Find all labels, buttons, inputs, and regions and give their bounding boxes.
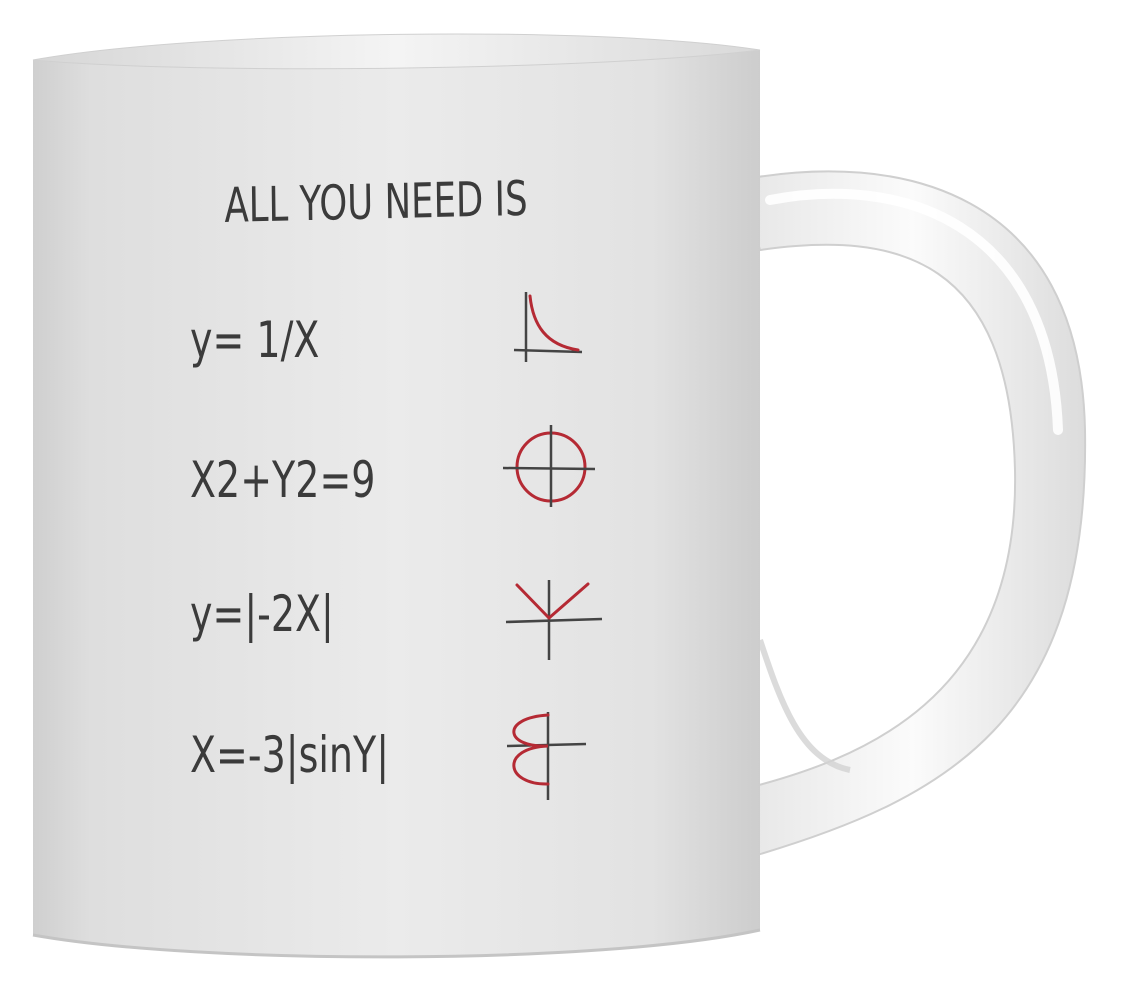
equation-sine: X=-3|sinY| xyxy=(190,726,390,784)
headline-text: ALL YOU NEED IS xyxy=(224,170,528,234)
equation-circle: X2+Y2=9 xyxy=(190,451,376,509)
equation-absolute: y=|-2X| xyxy=(190,585,334,643)
mug-body xyxy=(33,34,760,957)
equation-reciprocal: y= 1/X xyxy=(190,311,320,369)
mug-handle xyxy=(740,171,1085,860)
